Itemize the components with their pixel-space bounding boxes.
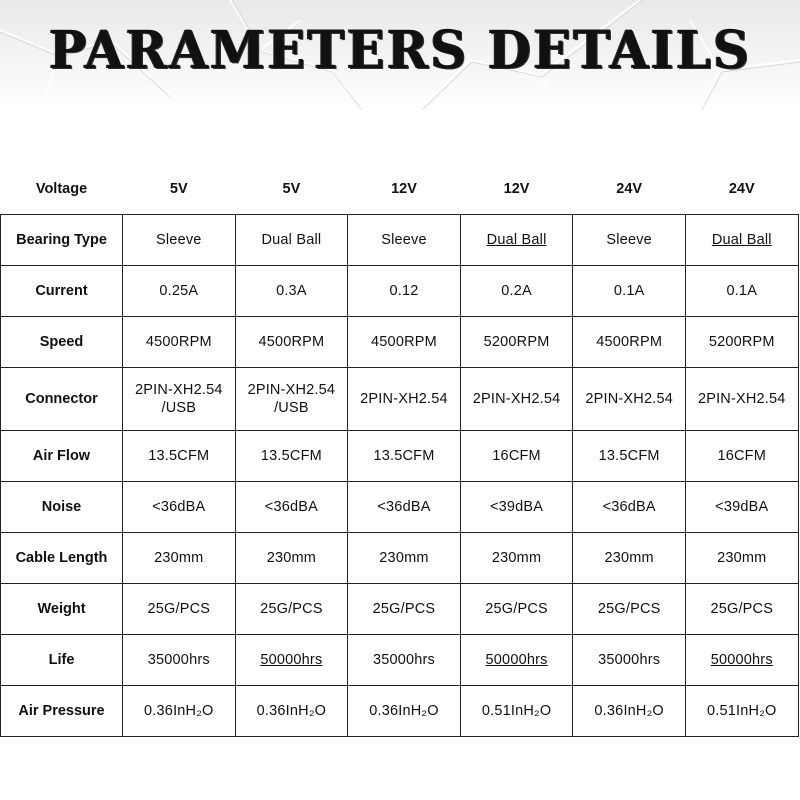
row-label: Life — [1, 635, 123, 686]
cell-value: 25G/PCS — [372, 601, 436, 617]
cell-value: 0.3A — [276, 283, 307, 299]
table-cell — [460, 266, 573, 317]
row-label: Noise — [1, 482, 123, 533]
table-cell — [235, 635, 348, 686]
cell-value: 13.5CFM — [260, 448, 322, 464]
cell-value: 50000hrs — [710, 652, 773, 668]
voltage-header-row — [1, 164, 799, 215]
cell-value: 230mm — [604, 550, 654, 566]
table-cell — [348, 635, 461, 686]
table-row — [1, 368, 799, 431]
table-cell — [348, 215, 461, 266]
table-cell — [573, 584, 686, 635]
cell-value: <39dBA — [715, 499, 769, 515]
table-cell — [460, 317, 573, 368]
cell-value: 2PIN-XH2.54 — [472, 391, 561, 407]
cell-value: 13.5CFM — [598, 448, 660, 464]
table-cell — [123, 584, 236, 635]
cell-value: <36dBA — [152, 499, 206, 515]
table-cell — [123, 431, 236, 482]
table-cell — [685, 482, 798, 533]
cell-value: 0.12 — [389, 283, 419, 299]
cell-value: 0.36InH₂O — [594, 703, 664, 719]
table-cell — [235, 317, 348, 368]
row-label: Speed — [1, 317, 123, 368]
cell-value: 16CFM — [492, 448, 541, 464]
row-label: Voltage — [35, 181, 88, 197]
table-cell — [348, 482, 461, 533]
table-cell — [235, 215, 348, 266]
table-row — [1, 431, 799, 482]
table-cell — [235, 533, 348, 584]
cell-value: 230mm — [266, 550, 317, 566]
voltage-cell: 12V — [503, 181, 530, 197]
table-cell — [573, 482, 686, 533]
table-cell — [460, 215, 573, 266]
table-cell — [573, 215, 686, 266]
table-row — [1, 266, 799, 317]
table-cell — [235, 482, 348, 533]
table-cell — [573, 266, 686, 317]
cell-value: Dual Ball — [486, 232, 547, 248]
table-row — [1, 584, 799, 635]
cell-value: <36dBA — [264, 499, 318, 515]
table-cell — [235, 431, 348, 482]
cell-value: 5200RPM — [483, 334, 550, 350]
cell-value: 0.2A — [501, 283, 532, 299]
table-row — [1, 533, 799, 584]
table-cell — [348, 266, 461, 317]
cell-value: 25G/PCS — [485, 601, 548, 617]
cell-value: 0.1A — [613, 283, 645, 299]
cell-value: 50000hrs — [260, 652, 323, 668]
cell-value: 13.5CFM — [373, 448, 435, 464]
table-cell — [573, 368, 686, 431]
table-cell — [573, 317, 686, 368]
row-label: Current — [1, 266, 123, 317]
cell-value: Dual Ball — [261, 232, 322, 248]
cell-value: 0.36InH₂O — [369, 703, 439, 719]
table-cell — [235, 266, 348, 317]
table-cell — [685, 431, 798, 482]
table-cell — [460, 686, 573, 737]
cell-value: 0.51InH₂O — [481, 703, 552, 719]
cell-value: 16CFM — [717, 448, 767, 464]
table-row — [1, 317, 799, 368]
parameters-table — [0, 164, 799, 737]
table-cell — [348, 368, 461, 431]
row-label: Connector — [1, 368, 123, 431]
table-row — [1, 482, 799, 533]
cell-value: 2PIN-XH2.54 /USB — [247, 382, 336, 416]
table-cell — [348, 584, 461, 635]
row-label: Cable Length — [1, 533, 123, 584]
voltage-cell: 5V — [282, 181, 301, 197]
cell-value: 0.36InH₂O — [144, 703, 214, 719]
voltage-cell: 24V — [728, 181, 755, 197]
cell-value: 50000hrs — [485, 652, 548, 668]
table-cell — [123, 266, 236, 317]
cell-value: 2PIN-XH2.54 — [697, 391, 786, 407]
row-label: Bearing Type — [1, 215, 123, 266]
table-cell — [573, 686, 686, 737]
row-label: Air Pressure — [1, 686, 123, 737]
cell-value: Sleeve — [381, 232, 427, 248]
row-label: Weight — [1, 584, 123, 635]
table-cell — [123, 482, 236, 533]
table-cell — [685, 635, 798, 686]
cell-value: 25G/PCS — [710, 601, 774, 617]
table-cell — [123, 215, 236, 266]
table-cell — [460, 533, 573, 584]
row-label: Air Flow — [1, 431, 123, 482]
table-cell — [685, 368, 798, 431]
cell-value: <39dBA — [489, 499, 544, 515]
voltage-cell: 24V — [616, 181, 643, 197]
table-cell — [123, 533, 236, 584]
table-cell — [460, 431, 573, 482]
table-cell — [235, 686, 348, 737]
table-cell — [348, 317, 461, 368]
cell-value: 35000hrs — [372, 652, 436, 668]
cell-value: 25G/PCS — [260, 601, 323, 617]
table-cell — [123, 635, 236, 686]
cell-value: 2PIN-XH2.54 — [360, 391, 448, 407]
cell-value: 0.36InH₂O — [256, 703, 327, 719]
cell-value: 35000hrs — [147, 652, 210, 668]
table-cell — [235, 584, 348, 635]
table-cell — [348, 533, 461, 584]
table-cell — [685, 584, 798, 635]
cell-value: 4500RPM — [145, 334, 212, 350]
cell-value: 230mm — [491, 550, 542, 566]
table-cell — [123, 368, 236, 431]
cell-value: 0.51InH₂O — [707, 703, 777, 719]
cell-value: 2PIN-XH2.54 — [585, 391, 673, 407]
cell-value: 35000hrs — [598, 652, 661, 668]
table-cell — [123, 686, 236, 737]
page-title: PARAMETERS DETAILS — [48, 18, 752, 81]
table-cell — [123, 317, 236, 368]
cell-value: 4500RPM — [371, 334, 437, 350]
cell-value: Sleeve — [606, 232, 652, 248]
table-cell — [348, 686, 461, 737]
cell-value: 0.1A — [726, 283, 758, 299]
table-cell — [685, 686, 798, 737]
voltage-cell: 12V — [391, 181, 417, 197]
cell-value: <36dBA — [377, 499, 431, 515]
table-cell — [685, 266, 798, 317]
table-cell — [235, 368, 348, 431]
cell-value: 4500RPM — [258, 334, 325, 350]
cell-value: 25G/PCS — [597, 601, 661, 617]
cell-value: 4500RPM — [596, 334, 663, 350]
cell-value: 13.5CFM — [148, 448, 210, 464]
cell-value: 230mm — [717, 550, 767, 566]
cell-value: 230mm — [154, 550, 204, 566]
table-cell — [573, 431, 686, 482]
table-row — [1, 215, 799, 266]
table-cell — [685, 215, 798, 266]
cell-value: Dual Ball — [711, 232, 772, 248]
cell-value: <36dBA — [602, 499, 656, 515]
cell-value: 5200RPM — [708, 334, 775, 350]
table-cell — [460, 584, 573, 635]
cell-value: 0.25A — [159, 283, 199, 299]
table-cell — [685, 317, 798, 368]
cell-value: Sleeve — [156, 232, 202, 248]
table-cell — [573, 533, 686, 584]
voltage-cell: 5V — [169, 181, 188, 197]
table-cell — [573, 635, 686, 686]
table-cell — [460, 368, 573, 431]
table-row — [1, 635, 799, 686]
table-cell — [460, 482, 573, 533]
table-cell — [460, 635, 573, 686]
cell-value: 2PIN-XH2.54 /USB — [134, 382, 223, 416]
table-row — [1, 686, 799, 737]
table-cell — [685, 533, 798, 584]
cell-value: 230mm — [379, 550, 429, 566]
cell-value: 25G/PCS — [147, 601, 211, 617]
table-cell — [348, 431, 461, 482]
